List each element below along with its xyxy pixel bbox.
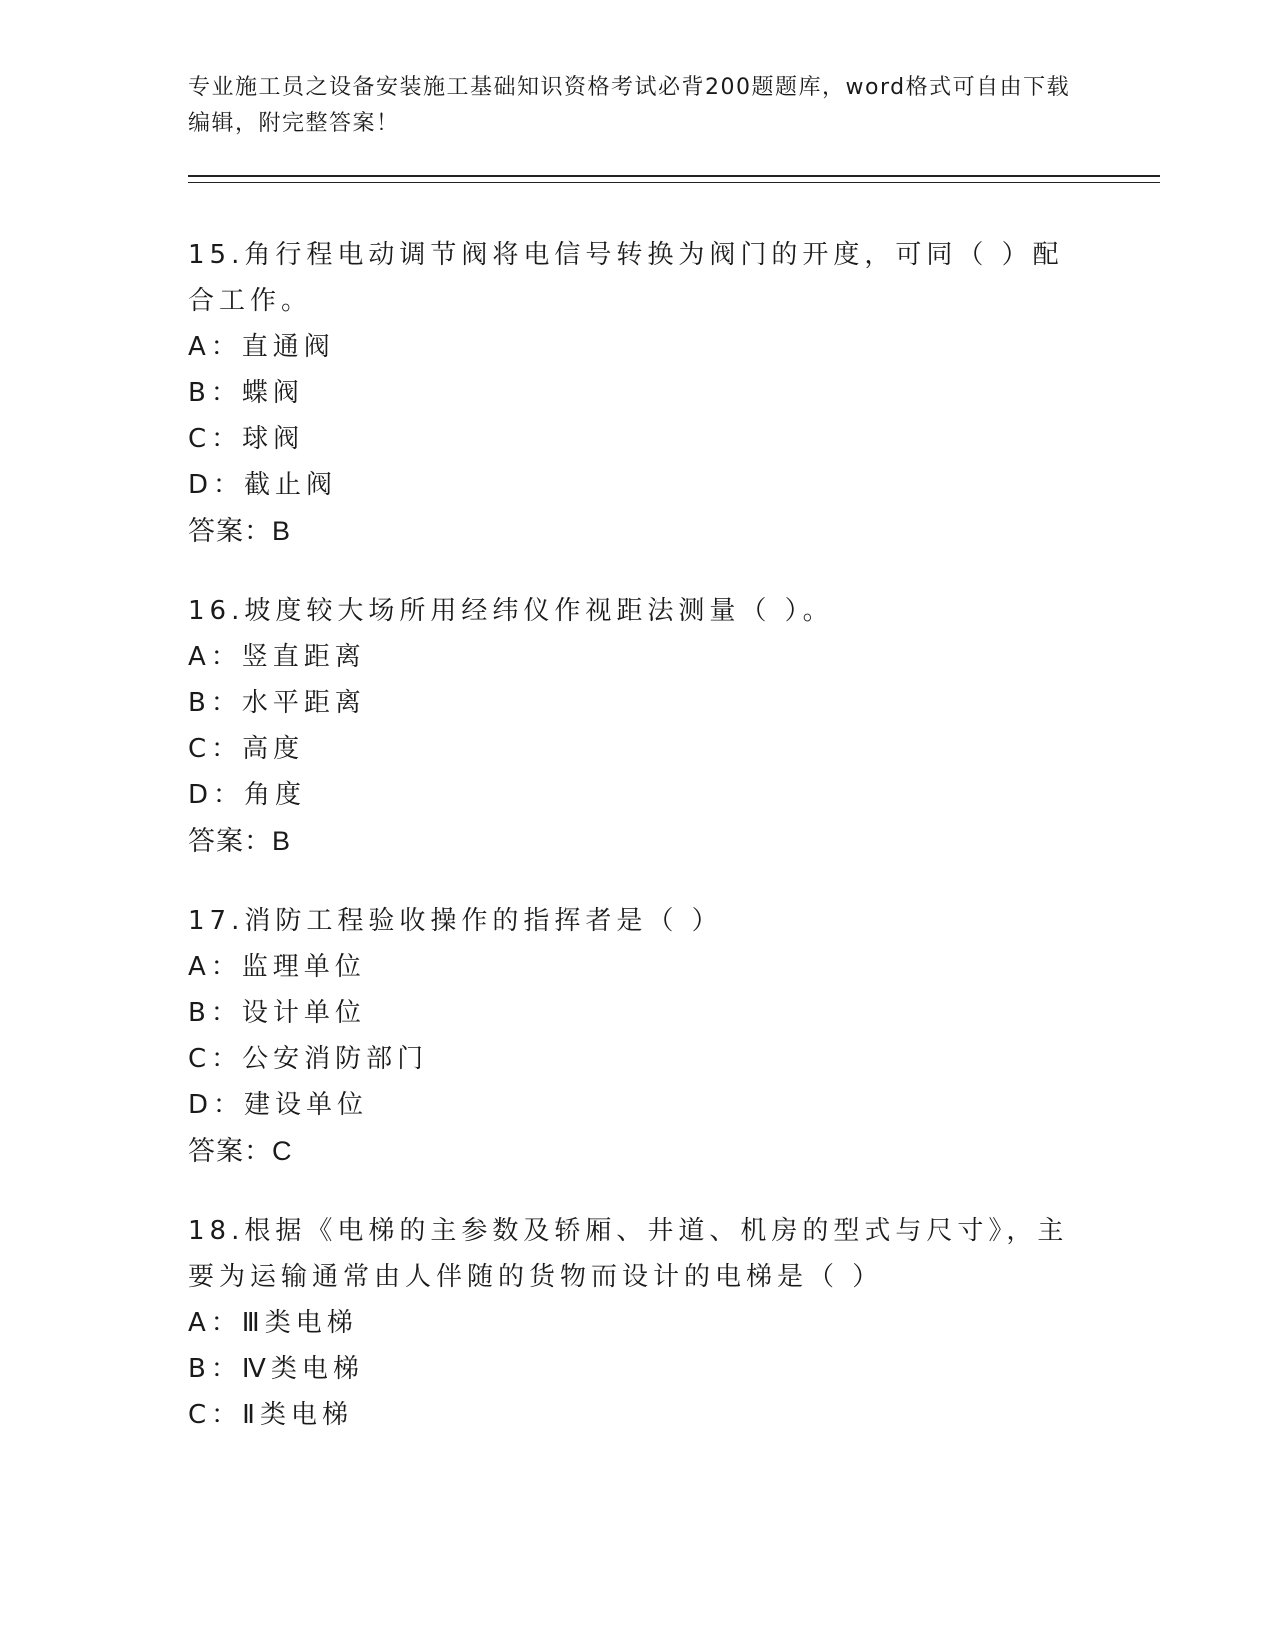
answer-line: 答案：B [188, 826, 292, 856]
header-divider-thick [188, 175, 1160, 177]
option-b: B：Ⅳ类电梯 [188, 1354, 364, 1384]
question-stem: 15.角行程电动调节阀将电信号转换为阀门的开度，可同（ ）配合工作。 [188, 240, 1064, 316]
question-18 [188, 1208, 1088, 1438]
option-d: D：角度 [188, 780, 307, 810]
option-a: A：竖直距离 [188, 642, 366, 672]
option-d: D：截止阀 [188, 470, 338, 500]
header-divider-thin [188, 182, 1160, 183]
answer-line: 答案：C [188, 1136, 293, 1166]
option-c: C：Ⅱ类电梯 [188, 1400, 353, 1430]
question-17 [188, 898, 1088, 1174]
option-c: C：公安消防部门 [188, 1044, 429, 1074]
option-a: A：直通阀 [188, 332, 335, 362]
option-a: A：监理单位 [188, 952, 366, 982]
question-stem: 18.根据《电梯的主参数及轿厢、井道、机房的型式与尺寸》，主要为运输通常由人伴随的货物而设计的电梯是（ ） [188, 1216, 1069, 1292]
answer-line: 答案：B [188, 516, 292, 546]
question-list [188, 232, 1088, 1472]
option-c: C：球阀 [188, 424, 305, 454]
question-16 [188, 588, 1088, 864]
question-15 [188, 232, 1088, 554]
option-c: C：高度 [188, 734, 305, 764]
option-b: B：水平距离 [188, 688, 366, 718]
option-b: B：蝶阀 [188, 378, 304, 408]
option-a: A：Ⅲ类电梯 [188, 1308, 358, 1338]
option-b: B：设计单位 [188, 998, 366, 1028]
option-d: D：建设单位 [188, 1090, 369, 1120]
document-header: 专业施工员之设备安装施工基础知识资格考试必背200题题库，word格式可自由下载编辑，附完整答案！ [188, 75, 1071, 136]
question-stem: 16.坡度较大场所用经纬仪作视距法测量（ ）。 [188, 596, 834, 626]
question-stem: 17.消防工程验收操作的指挥者是（ ） [188, 906, 723, 936]
